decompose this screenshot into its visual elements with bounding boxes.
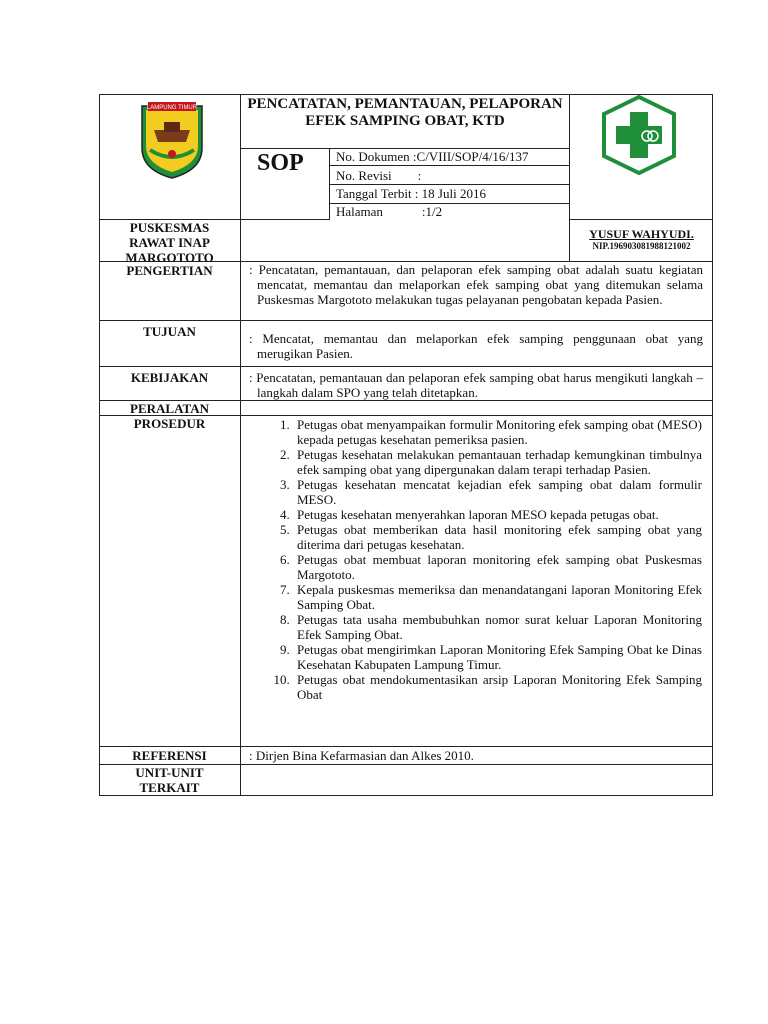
prosedur-step: 5. Petugas obat memberikan data hasil monitoring efek samping obat yang diterima dari petugas kesehatan. (293, 522, 702, 552)
kebijakan-content (241, 366, 713, 400)
kebijakan-label-cell (99, 366, 241, 400)
prosedur-content (241, 415, 713, 746)
peralatan-content (241, 400, 713, 415)
prosedur-step: 7. Kepala puskesmas memeriksa dan menandatangani laporan Monitoring Efek Samping Obat. (293, 582, 702, 612)
blank-cell (241, 220, 570, 262)
unit-content (241, 764, 713, 796)
tujuan-label: TUJUAN (143, 324, 196, 339)
doc-number: No. Dokumen :C/VIII/SOP/4/16/137 (336, 149, 529, 164)
prosedur-steps-list (241, 417, 702, 702)
issue-date: Tanggal Terbit : 18 Juli 2016 (336, 186, 486, 201)
referensi-content (241, 746, 713, 764)
prosedur-step: 4. Petugas kesehatan menyerahkan laporan MESO kepada petugas obat. (293, 507, 702, 522)
prosedur-step: 1. Petugas obat menyampaikan formulir Monitoring efek samping obat (MESO) kepada petugas kesehatan pemeriksa pasien. (293, 417, 702, 447)
unit-label: UNIT-UNIT TERKAIT (135, 765, 204, 795)
institution-name: PUSKESMAS RAWAT INAP MARGOTOTO (125, 220, 214, 265)
prosedur-step: 6. Petugas obat membuat laporan monitoring efek samping obat Puskesmas Margototo. (293, 552, 702, 582)
pengertian-label-cell (99, 262, 241, 320)
kebijakan-label: KEBIJAKAN (130, 370, 209, 385)
prosedur-label-cell (99, 415, 241, 746)
page-row (330, 204, 570, 220)
issue-date-row (330, 185, 570, 204)
revision-number: No. Revisi : (336, 168, 422, 183)
logo-text: LAMPUNG TIMUR (146, 105, 198, 111)
referensi-text: : Dirjen Bina Kefarmasian dan Alkes 2010. (249, 748, 474, 763)
pengertian-text: : Pencatatan, pemantauan, dan pelaporan efek samping obat adalah suatu kegiatan mencatat, memantau dan melaporkan efek samping obat yang ditemukan selama Puskesmas Margototo melakukan tugas pelayanan pengobatan kepada Pasien. (249, 262, 703, 307)
doc-number-row (330, 149, 570, 166)
tujuan-content (241, 320, 713, 366)
referensi-label-cell (99, 746, 241, 764)
pengertian-label: PENGERTIAN (126, 263, 213, 278)
prosedur-label: PROSEDUR (133, 416, 206, 431)
tujuan-text: : Mencatat, memantau dan melaporkan efek samping penggunaan obat yang merugikan Pasien. (249, 331, 703, 361)
title-cell (241, 94, 570, 149)
puskesmas-logo (598, 94, 680, 176)
unit-label-cell (99, 764, 241, 796)
peralatan-label: PERALATAN (130, 401, 209, 416)
prosedur-step: 9. Petugas obat mengirimkan Laporan Monitoring Efek Samping Obat ke Dinas Kesehatan Kabupaten Lampung Timur. (293, 642, 702, 672)
signer-name: YUSUF WAHYUDI. (589, 227, 694, 241)
document-title: PENCATATAN, PEMANTAUAN, PELAPORAN EFEK SAMPING OBAT, KTD (247, 96, 563, 129)
pengertian-content (241, 262, 713, 320)
prosedur-step: 3. Petugas kesehatan mencatat kejadian efek samping obat dalam formulir MESO. (293, 477, 702, 507)
prosedur-step: 2. Petugas kesehatan melakukan pemantauan terhadap kemungkinan timbulnya efek samping obat yang dipergunakan dalam terapi terhadap Pasien. (293, 447, 702, 477)
signature-cell (570, 220, 713, 262)
kebijakan-text: : Pencatatan, pemantauan dan pelaporan efek samping obat harus mengikuti langkah – langkah dalam SPO yang telah ditetapkan. (249, 370, 703, 400)
sop-label: SOP (257, 150, 304, 176)
lampung-timur-logo (134, 100, 210, 180)
prosedur-step: 8. Petugas tata usaha membubuhkan nomor surat keluar Laporan Monitoring Efek Samping Obat. (293, 612, 702, 642)
prosedur-step: 10. Petugas obat mendokumentasikan arsip Laporan Monitoring Efek Samping Obat (293, 672, 702, 702)
revision-row (330, 166, 570, 185)
referensi-label: REFERENSI (132, 748, 207, 763)
peralatan-label-cell (99, 400, 241, 415)
institution-cell (99, 220, 241, 265)
sop-label-cell (241, 149, 330, 220)
signer-nip: NIP.196903081988121002 (592, 241, 691, 251)
tujuan-label-cell (99, 320, 241, 366)
page-number: Halaman :1/2 (336, 204, 443, 219)
